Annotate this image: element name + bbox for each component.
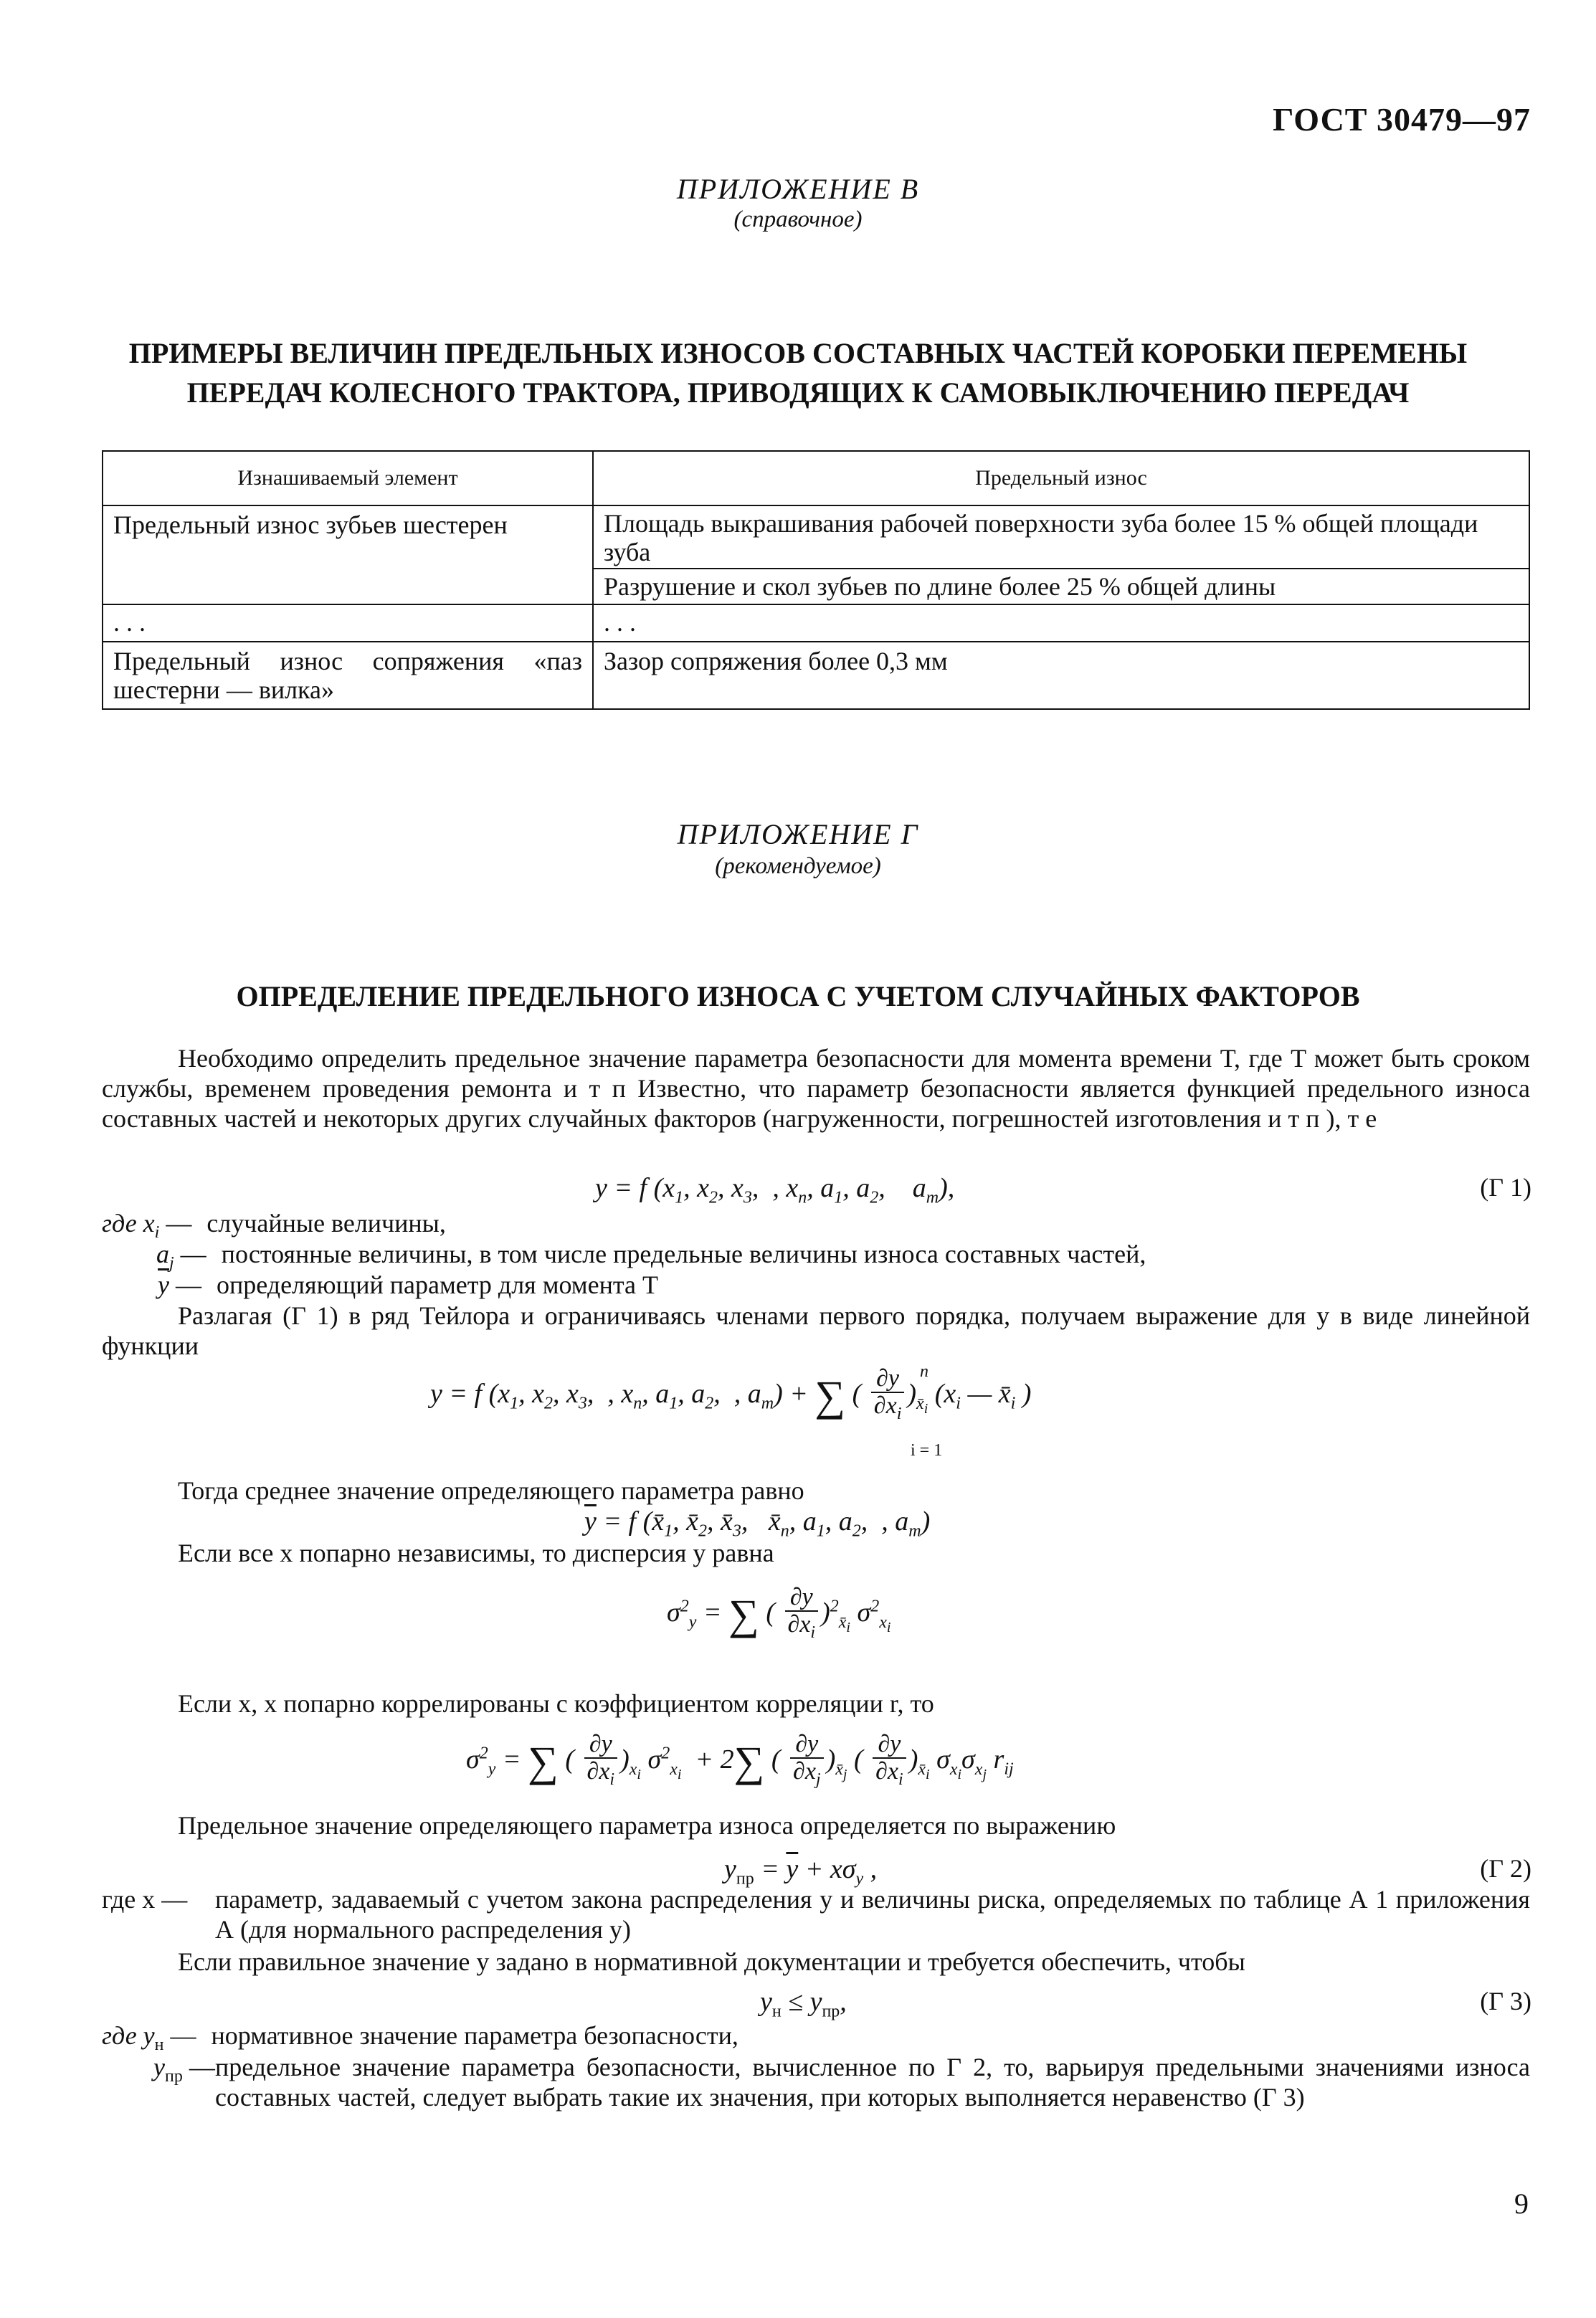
appendix-b-title: ПРИЛОЖЕНИЕ В xyxy=(676,173,920,205)
equation-g2: $y_{пр} = \overline{y} + x\sigma_y$ , xyxy=(724,1854,878,1889)
table-row xyxy=(103,505,1529,569)
equation-g1: y = f ($x_1$, $x_2$, $x_3$, , $x_n$, $a_1$, $a_2$, $a_m$), xyxy=(595,1173,955,1207)
equation-variance: $\sigma^2_y$ = ∑ ( $\frac{\partial y}{\partial x_i}$ )$^2_{x̄_i}$ $\sigma^2_{x_i}$ xyxy=(667,1584,891,1642)
equation-g3-number: (Г 3) xyxy=(1480,1987,1531,2015)
definition-x-param-label: где x — xyxy=(102,1885,188,1914)
definition-a-label: a xyxy=(156,1240,169,1268)
appendix-b-heading-line1: ПРИМЕРЫ ВЕЛИЧИН ПРЕДЕЛЬНЫХ ИЗНОСОВ СОСТАВНЫХ ЧАСТЕЙ КОРОБКИ ПЕРЕМЕНЫ xyxy=(128,337,1468,369)
definition-y-text: определяющий параметр для момента T xyxy=(216,1270,658,1299)
table-header-row xyxy=(103,451,1529,505)
document-code: ГОСТ 30479—97 xyxy=(1273,101,1531,138)
equation-correlated: $\sigma^2_y$ = ∑ ( $\frac{\partial y}{\partial x_i}$ )$_{x_i}$ $\sigma^2_{x_i} + 2\sum$ ( $\frac{\partial y}{\partial x_j}$ )$_{x̄_j}$ ( $\frac{\partial y}{\partial x_i}$ )$_{x̄_i}$ $\sigma_{x_i}\sigma_{x_j}$ $r_{ij}$ xyxy=(466,1731,1014,1789)
definition-ypr-label-wrap: $y_{пр}$ — xyxy=(153,2053,215,2086)
table-cell: Предельный износ сопряжения «паз шестерни — вилка» xyxy=(103,642,593,709)
definition-x: где $x_i$ — случайные величины, xyxy=(102,1209,446,1243)
definition-a-text: постоянные величины, в том числе предельные величины износа составных частей, xyxy=(221,1240,1146,1268)
table-col-header-element: Изнашиваемый элемент xyxy=(103,451,593,505)
sum-lower-limit: i = 1 xyxy=(911,1441,943,1460)
paragraph-requirement: Если правильное значение y задано в нормативной документации и требуется обеспечить, чтобы xyxy=(178,1947,1245,1976)
definition-yn-text: нормативное значение параметра безопасности, xyxy=(211,2021,738,2050)
sum-upper-limit: n xyxy=(920,1362,928,1381)
table-cell: Разрушение и скол зубьев по длине более 25 % общей длины xyxy=(593,569,1529,604)
table-cell: . . . xyxy=(103,604,593,642)
definition-yn-label: где y xyxy=(102,2021,155,2050)
definition-x-text: случайные величины, xyxy=(206,1209,446,1238)
paragraph-variance: Если все x попарно независимы, то дисперсия y равна xyxy=(178,1539,774,1567)
table-col-header-limit: Предельный износ xyxy=(593,451,1529,505)
equation-g3: $y_н \le y_{пр}$, xyxy=(760,1987,847,2021)
paragraph-mean: Тогда среднее значение определяющего параметра равно xyxy=(178,1476,804,1505)
definition-y-label: $\overline{y}$ xyxy=(158,1270,169,1299)
definition-y: $\overline{y}$ — определяющий параметр для момента T xyxy=(158,1270,658,1299)
appendix-b-heading-line2: ПЕРЕДАЧ КОЛЕСНОГО ТРАКТОРА, ПРИВОДЯЩИХ К САМОВЫКЛЮЧЕНИЮ ПЕРЕДАЧ xyxy=(186,376,1410,409)
table-cell: Предельный износ зубьев шестерен xyxy=(103,505,593,604)
definition-x-label: где x xyxy=(102,1209,155,1238)
paragraph-limit: Предельное значение определяющего параметра износа определяется по выражению xyxy=(178,1811,1116,1840)
appendix-g-subtitle: (рекомендуемое) xyxy=(715,853,881,879)
table-cell: Зазор сопряжения более 0,3 мм xyxy=(593,642,1529,709)
equation-g2-number: (Г 2) xyxy=(1480,1854,1531,1883)
appendix-g-heading: ОПРЕДЕЛЕНИЕ ПРЕДЕЛЬНОГО ИЗНОСА С УЧЕТОМ СЛУЧАЙНЫХ ФАКТОРОВ xyxy=(236,980,1360,1012)
table-cell: . . . xyxy=(593,604,1529,642)
equation-taylor: y = f ($x_1$, $x_2$, $x_3$, , $x_n$, $a_1$, $a_2$, , $a_m$) + ∑ ( $\frac{\partial y}{\partial x_i}$ )$_{x̄_i}$ ($x_i$ — $x̄_i$ ) xyxy=(430,1365,1032,1423)
definition-ypr: предельное значение параметра безопасности, вычисленное по Г 2, то, варьируя предельными значениями износа составных частей, следует выбрать такие их значения, при которых выполняется неравенство (Г 3) xyxy=(215,2053,1530,2112)
table-row xyxy=(103,642,1529,709)
table-row xyxy=(103,604,1529,642)
appendix-b-heading xyxy=(0,333,1596,412)
paragraph-intro: Необходимо определить предельное значение параметра безопасности для момента времени T, где T может быть сроком службы, временем проведения ремонта и т п Известно, что параметр безопасности является функцией предельного износа составных частей и некоторых других случайных факторов (нагруженности, погрешностей изготовления и т п ), т е xyxy=(102,1044,1530,1133)
definition-ypr-label: y xyxy=(153,2053,165,2081)
page-number: 9 xyxy=(1514,2188,1529,2220)
definition-x-param: параметр, задаваемый с учетом закона распределения y и величины риска, определяемых по таблице А 1 приложения А (для нормального распределения y) xyxy=(215,1885,1530,1944)
paragraph-correlated: Если x, x попарно коррелированы с коэффициентом корреляции r, то xyxy=(178,1689,934,1718)
table-cell: Площадь выкрашивания рабочей поверхности зуба более 15 % общей площади зуба xyxy=(593,505,1529,569)
wear-limits-table xyxy=(102,450,1530,710)
paragraph-taylor: Разлагая (Г 1) в ряд Тейлора и ограничиваясь членами первого порядка, получаем выражение для y в виде линейной функции xyxy=(102,1301,1530,1360)
definition-yn: где $y_н$ — нормативное значение параметра безопасности, xyxy=(102,2021,738,2055)
appendix-g-title: ПРИЛОЖЕНИЕ Г xyxy=(677,818,919,850)
definition-a: $a_j$ — постоянные величины, в том числе предельные величины износа составных частей, xyxy=(156,1240,1146,1273)
appendix-b-subtitle: (справочное) xyxy=(733,206,863,232)
equation-g1-number: (Г 1) xyxy=(1480,1173,1531,1202)
equation-mean: $\overline{y} = f$ ($x̄_1$, $x̄_2$, $x̄_3$, $x̄_n$, $a_1$, $a_2$, , $a_m$) xyxy=(584,1506,931,1541)
